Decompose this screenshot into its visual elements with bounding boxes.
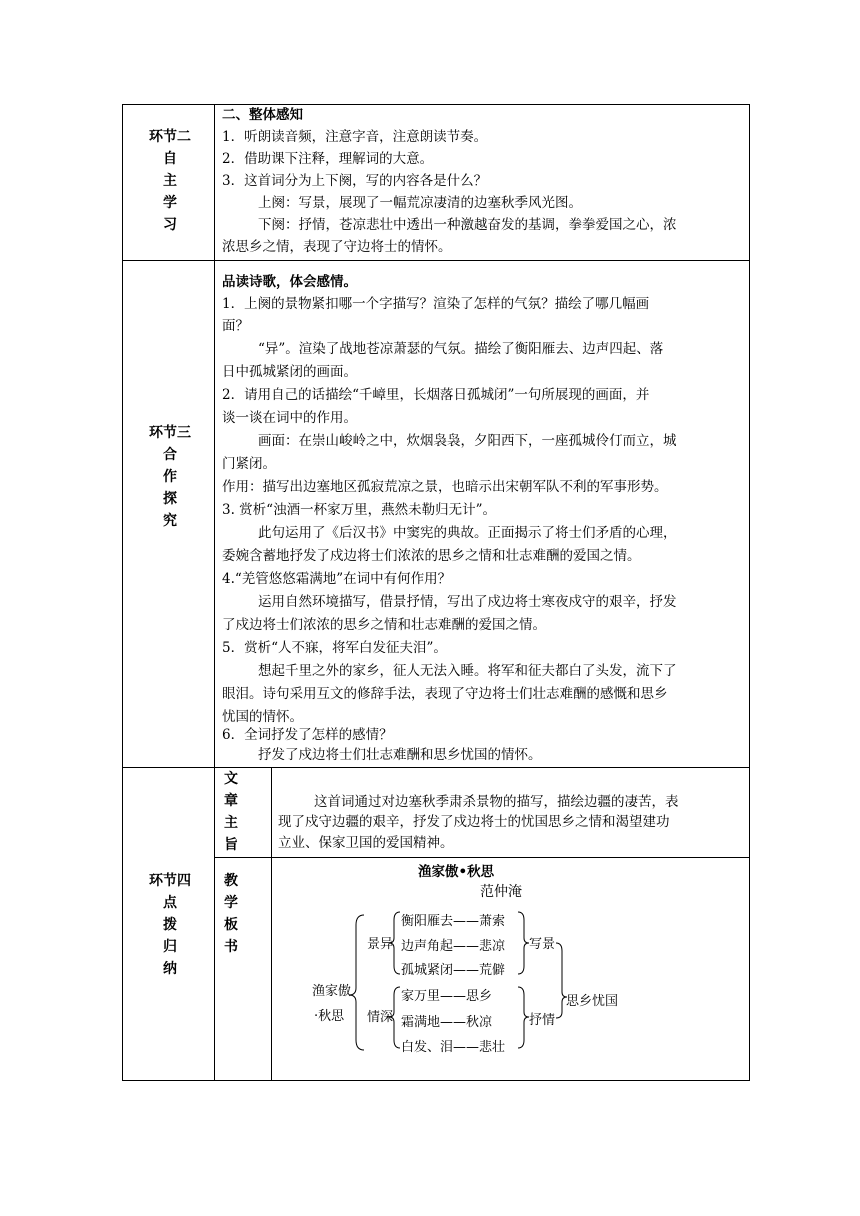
section3-line: 1．上阕的景物紧扣哪一个字描写？渲染了怎样的气氛？描绘了哪几幅画 (222, 296, 650, 312)
theme-label-char: 主 (224, 815, 238, 831)
brace-emotion-right (518, 987, 529, 1048)
theme-label-char: 旨 (224, 837, 238, 853)
theme-label-char: 文 (224, 771, 238, 787)
section3-line: 2．请用自己的话描绘“千嶂里，长烟落日孤城闭”一句所展现的画面，并 (222, 387, 650, 403)
brace-emotion (389, 987, 400, 1048)
section3-heading: 品读诗歌，体会感情。 (222, 274, 357, 290)
section4-char: 归 (163, 939, 177, 955)
section3-line: 此句运用了《后汉书》中窦宪的典故。正面揭示了将士们矛盾的心理， (258, 525, 677, 541)
board-scene-item: 边声角起——悲凉 (401, 939, 506, 954)
section2-char: 自 (163, 151, 177, 167)
section3-line: 画面：在崇山峻岭之中，炊烟袅袅，夕阳西下，一座孤城伶仃而立，城 (258, 433, 677, 449)
theme-label-char: 章 (224, 793, 238, 809)
board-emotion-item: 家万里——思乡 (401, 989, 493, 1004)
section2-item: 2．借助课下注释，理解词的大意。 (222, 151, 434, 167)
section3-line: 门紧闭。 (222, 456, 276, 472)
section3-line: 抒发了戍边将士们壮志难酬和思乡忧国的情怀。 (258, 747, 542, 763)
section4-char: 点 (163, 895, 177, 911)
section3-char: 合 (163, 447, 177, 463)
theme-line: 这首词通过对边塞秋季肃杀景物的描写，描绘边疆的凄苦，表 (314, 794, 679, 810)
section2-title: 环节二 (149, 129, 191, 145)
section3-title: 环节三 (149, 425, 191, 441)
board-branch-scene: 景异 (367, 937, 394, 952)
board-title: 渔家傲•秋思 (418, 864, 495, 880)
section3-char: 究 (163, 513, 177, 529)
section3-line: 想起千里之外的家乡，征人无法入睡。将军和征夫都白了头发，流下了 (258, 663, 677, 679)
section3-line: 谈一谈在词中的作用。 (222, 410, 357, 426)
brace-root (349, 915, 364, 1050)
section3-char: 探 (163, 491, 177, 507)
section3-line: 眼泪。诗句采用互文的修辞手法，表现了守边将士们壮志难酬的感慨和思乡 (222, 686, 668, 702)
section3-line: 作用：描写出边塞地区孤寂荒凉之景，也暗示出宋朝军队不利的军事形势。 (222, 479, 668, 495)
section3-line: 4.“羌管悠悠霜满地”在词中有何作用？ (222, 571, 452, 587)
section3-line: 忧国的情怀。 (222, 709, 303, 725)
section2-item: 3．这首词分为上下阕，写的内容各是什么？ (222, 173, 488, 189)
board-author: 范仲淹 (480, 884, 522, 900)
board-label-char: 学 (224, 895, 238, 911)
section3-line: 运用自然环境描写，借景抒情，写出了戍边将士寒夜戍守的艰辛，抒发 (258, 594, 677, 610)
section4-char: 纳 (163, 961, 177, 977)
board-tag-scene: 写景 (529, 937, 556, 952)
section3-line: 3. 赏析“浊酒一杯家万里，燕然未勒归无计”。 (222, 502, 496, 518)
section2-item: 1．听朗读音频，注意字音，注意朗读节奏。 (222, 129, 488, 145)
board-label-char: 板 (224, 917, 238, 933)
board-root: ·秋思 (314, 1009, 345, 1024)
section2-char: 主 (163, 173, 177, 189)
section2-answer: 浓思乡之情，表现了守边将士的情怀。 (222, 239, 452, 255)
brace-conclusion (556, 943, 567, 1018)
section3-line: 面？ (222, 318, 249, 334)
board-scene-item: 孤城紧闭——荒僻 (401, 963, 506, 978)
section3-line: 委婉含蓄地抒发了戍边将士们浓浓的思乡之情和壮志难酬的爱国之情。 (222, 548, 641, 564)
theme-line: 现了戍守边疆的艰辛，抒发了戍边将士的忧国思乡之情和渴望建功 (278, 814, 670, 830)
board-branch-emotion: 情深 (367, 1010, 394, 1025)
section4-char: 拨 (163, 917, 177, 933)
section3-line: “异”。渲染了战地苍凉萧瑟的气氛。描绘了衡阳雁去、边声四起、落 (258, 341, 664, 357)
theme-line: 立业、保家卫国的爱国精神。 (278, 835, 454, 851)
board-emotion-item: 霜满地——秋凉 (401, 1015, 493, 1030)
section4-title: 环节四 (149, 873, 191, 889)
brace-scene-right (518, 912, 529, 974)
section3-char: 作 (163, 469, 177, 485)
section2-answer: 上阕：写景，展现了一幅荒凉凄清的边塞秋季风光图。 (258, 195, 582, 211)
section2-char: 学 (163, 195, 177, 211)
board-root: 渔家傲 (312, 984, 352, 999)
section3-line: 5．赏析“人不寐，将军白发征夫泪”。 (222, 640, 447, 656)
board-scene-item: 衡阳雁去——萧索 (401, 914, 506, 929)
board-emotion-item: 白发、泪——悲壮 (401, 1040, 506, 1055)
section3-line: 日中孤城紧闭的画面。 (222, 364, 357, 380)
board-conclusion: 思乡忧国 (566, 994, 619, 1009)
section3-line: 6．全词抒发了怎样的感情？ (222, 727, 393, 743)
board-tag-emotion: 抒情 (529, 1013, 556, 1028)
section2-char: 习 (163, 217, 177, 233)
board-label-char: 教 (224, 873, 238, 889)
section2-answer: 下阕：抒情，苍凉悲壮中透出一种激越奋发的基调，拳拳爱国之心，浓 (258, 217, 677, 233)
board-label-char: 书 (224, 939, 238, 955)
brace-scene (389, 912, 400, 974)
section3-line: 了戍边将士们浓浓的思乡之情和壮志难酬的爱国之情。 (222, 617, 546, 633)
section2-heading: 二、整体感知 (222, 107, 303, 123)
